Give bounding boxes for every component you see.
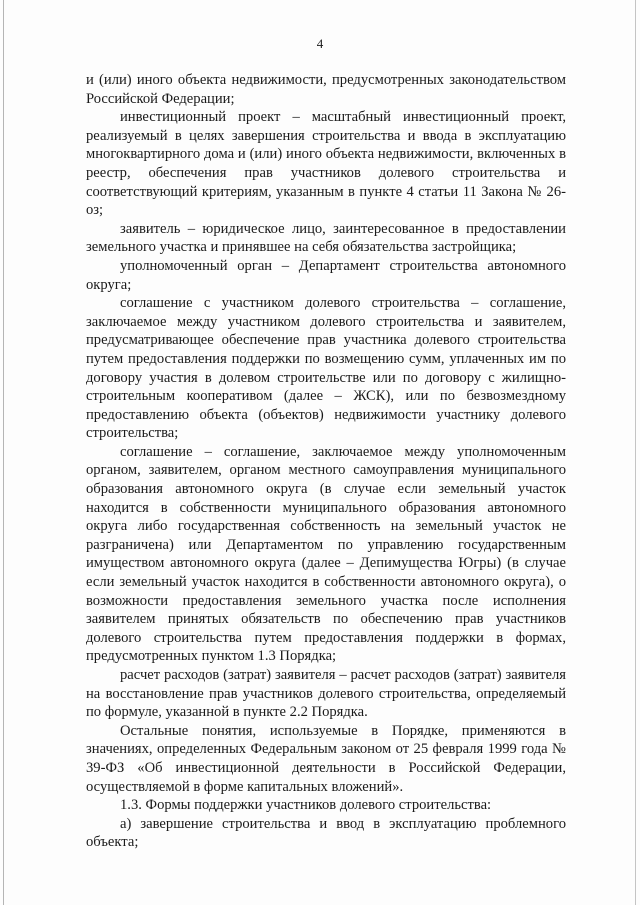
document-body — [86, 71, 566, 852]
other-terms-paragraph: Остальные понятия, используемые в Порядке, применяются в значениях, определенных Федеральным законом от 25 февраля 1999 года № 39-ФЗ «Об инвестиционной деятельности в Российской Федерации, осуществляемой в форме капитальных вложений». — [86, 722, 566, 795]
definition-expense-calculation: расчет расходов (затрат) заявителя – расчет расходов (затрат) заявителя на восстановление прав участников долевого строительства, определяемый по формуле, указанной в пункте 2.2 Порядка. — [86, 667, 566, 721]
support-form-a: а) завершение строительства и ввод в эксплуатацию проблемного объекта; — [86, 815, 566, 851]
definition-investment-project: инвестиционный проект – масштабный инвестиционный проект, реализуемый в целях завершения строительства и ввода в эксплуатацию многоквартирного дома и (или) иного объекта недвижимости, включенных в реестр, обеспечения прав участников долевого строительства и соответствующий критериям, указанным в пункте 4 статьи 11 Закона № 26-оз; — [86, 109, 566, 219]
scan-edge-right — [635, 0, 636, 905]
scan-edge-left — [3, 0, 4, 905]
support-forms-heading: 1.3. Формы поддержки участников долевого строительства: — [120, 797, 492, 814]
definition-applicant: заявитель – юридическое лицо, заинтересованное в предоставлении земельного участка и принявшее на себя обязательства застройщика; — [86, 220, 566, 256]
definition-agreement: соглашение – соглашение, заключаемое между уполномоченным органом, заявителем, органом местного самоуправления муниципального образования автономного округа (в случае если земельный участок находится в собственности муниципального образования автономного округа либо государственная собственность на земельный участок не разграничена) или Департаментом по управлению государственным имуществом автономного округа (далее – Депимущества Югры) (в случае если земельный участок находится в собственности автономного округа), о возможности предоставления земельного участка после исполнения заявителем принятых обязательств по обеспечению прав участников долевого строительства путем предоставления поддержки в формах, предусмотренных пунктом 1.3 Порядка; — [86, 443, 566, 665]
paragraph-continuation: и (или) иного объекта недвижимости, предусмотренных законодательством Российской Федерации; — [86, 72, 566, 107]
definition-authorized-body: уполномоченный орган – Департамент строительства автономного округа; — [86, 257, 566, 293]
definition-participant-agreement: соглашение с участником долевого строительства – соглашение, заключаемое между участником долевого строительства и заявителем, предусматривающее обеспечение прав участника долевого строительства путем предоставления поддержки по возмещению сумм, уплаченных им по договору участия в долевом строительстве или по договору с жилищно-строительным кооперативом (далее – ЖСК), или по безвозмездному предоставлению объекта (объектов) недвижимости участнику долевого строительства; — [86, 295, 566, 442]
page-number: 4 — [316, 36, 324, 51]
